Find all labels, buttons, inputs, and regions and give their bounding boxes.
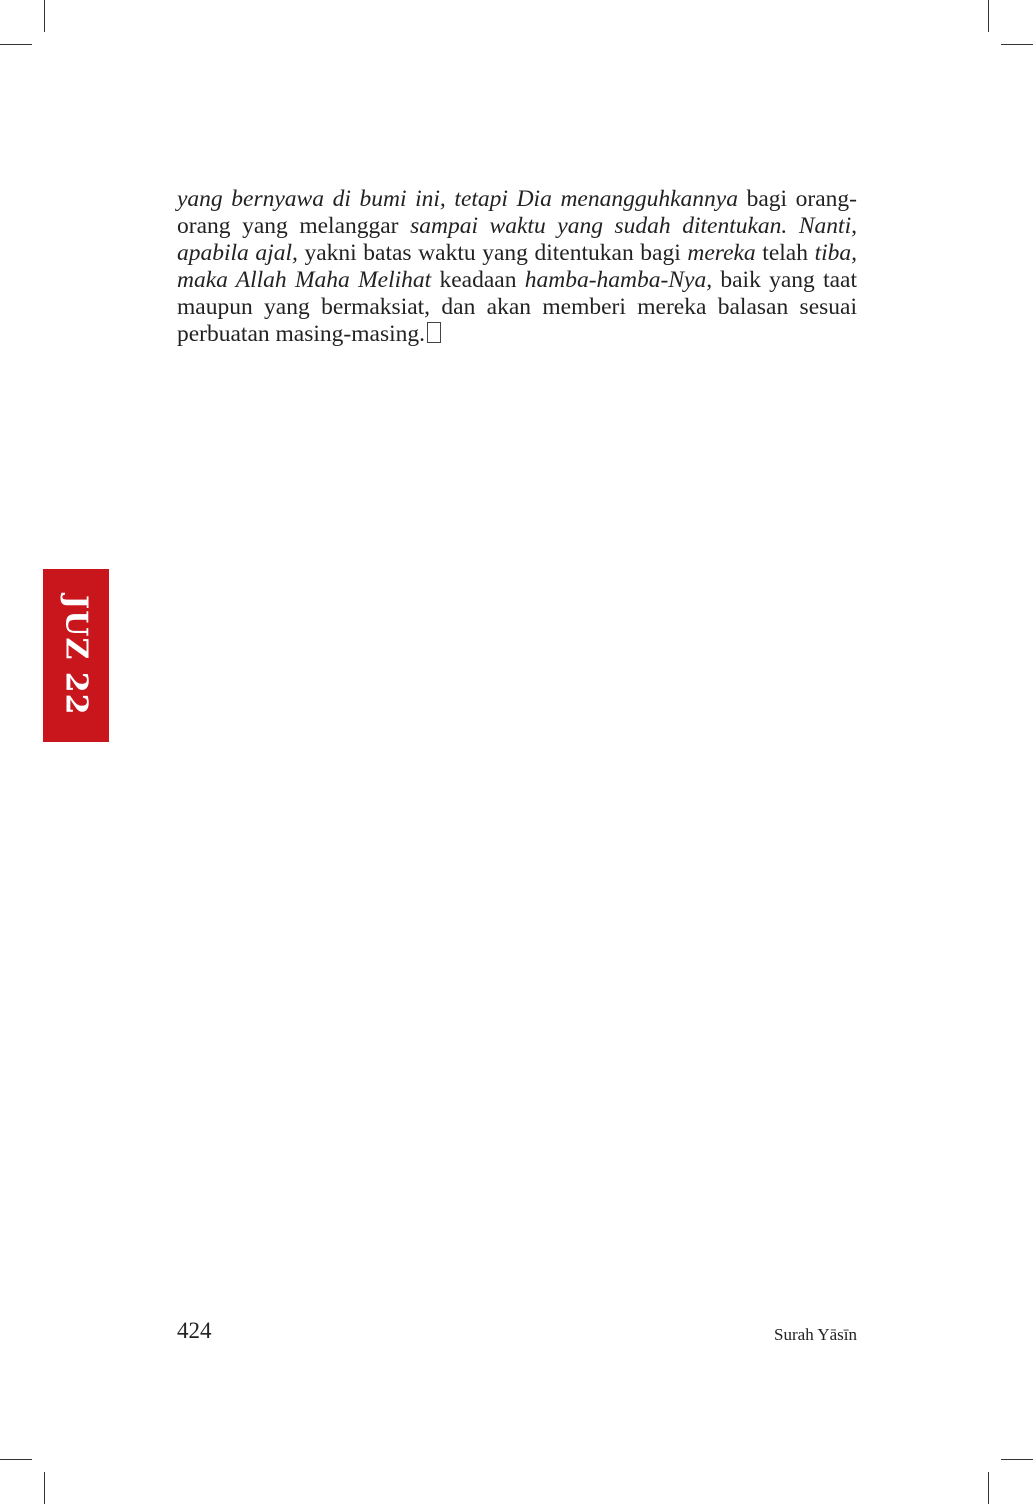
crop-mark-bottom-left-horizontal xyxy=(0,1459,32,1460)
body-segment: yakni batas waktu yang ditentukan bagi xyxy=(297,240,688,266)
body-segment: sampai waktu yang sudah ditentukan. Nanti, apabila ajal, xyxy=(177,213,857,266)
crop-mark-bottom-right-vertical xyxy=(988,1472,989,1504)
body-segment: mereka xyxy=(687,240,756,266)
body-paragraph xyxy=(177,186,857,348)
crop-mark-top-right-vertical xyxy=(988,0,989,32)
crop-mark-top-left-horizontal xyxy=(0,44,32,45)
crop-mark-bottom-right-horizontal xyxy=(1001,1459,1033,1460)
body-segment: bagi orang-orang yang melanggar xyxy=(177,186,858,239)
crop-mark-top-right-horizontal xyxy=(1001,44,1033,45)
body-segment: hamba-hamba-Nya, xyxy=(524,267,713,293)
juz-label: JUZ 22 xyxy=(58,595,94,716)
juz-side-tab xyxy=(43,569,109,742)
crop-mark-bottom-left-vertical xyxy=(44,1472,45,1504)
body-segment: telah xyxy=(755,240,815,266)
running-footer-title: Surah Yāsīn xyxy=(774,1325,857,1344)
body-segment: tiba, maka Allah Maha Melihat xyxy=(177,240,858,293)
body-segment: baik yang taat maupun yang bermaksiat, dan akan memberi mereka balasan sesuai perbuatan masing-masing. xyxy=(177,267,858,347)
end-of-section-mark xyxy=(427,322,441,343)
page-number: 424 xyxy=(177,1318,212,1343)
body-segment: yang bernyawa di bumi ini, tetapi Dia menangguhkannya xyxy=(177,186,738,212)
body-segment: keadaan xyxy=(431,267,525,293)
crop-mark-top-left-vertical xyxy=(44,0,45,32)
